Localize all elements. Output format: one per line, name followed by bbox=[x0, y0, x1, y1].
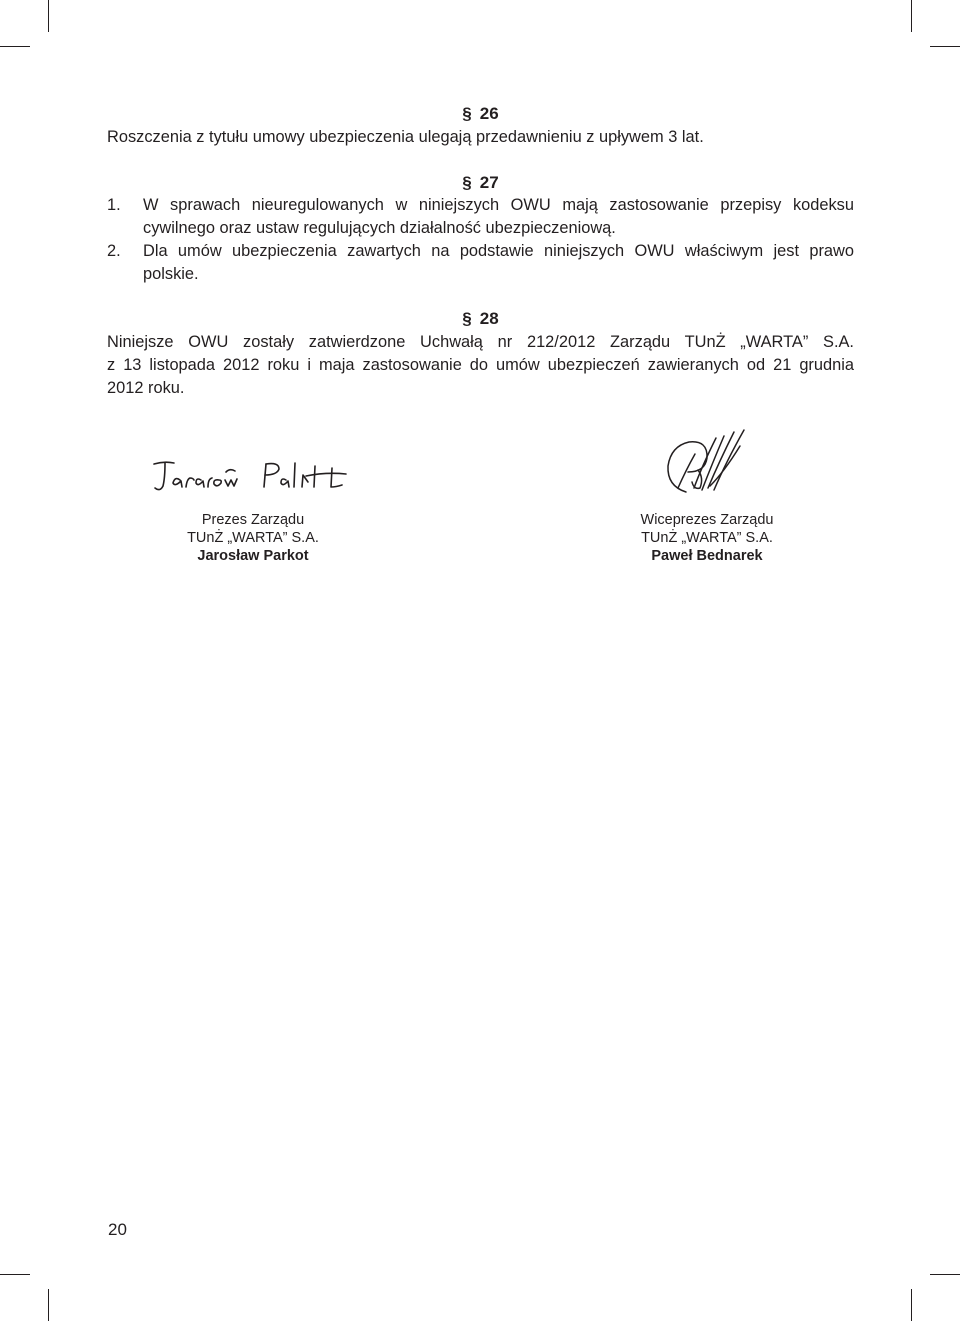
section-heading-28 bbox=[107, 309, 854, 329]
signatory-left bbox=[123, 511, 383, 565]
section-28-text: Niniejsze OWU zostały zatwierdzone Uchwałą nr 212/2012 Zarządu TUnŻ „WARTA” S.A. bbox=[107, 333, 854, 351]
signatory-name: Paweł Bednarek bbox=[651, 548, 763, 564]
list-item-text: W sprawach nieuregulowanych w niniejszych OWU mają zastosowanie przepisy kodeksu bbox=[143, 196, 854, 214]
signatory-right bbox=[577, 511, 837, 565]
crop-mark bbox=[48, 0, 49, 32]
list-item-number: 1. bbox=[107, 196, 121, 214]
section-number: 26 bbox=[479, 104, 499, 123]
signature-left bbox=[150, 454, 350, 500]
section-heading-27 bbox=[107, 173, 854, 193]
list-item-text: polskie. bbox=[143, 265, 199, 283]
page-number: 20 bbox=[108, 1220, 127, 1239]
section-symbol: § bbox=[462, 309, 472, 328]
section-28-text: z 13 listopada 2012 roku i maja zastosowanie do umów ubezpieczeń zawieranych od 21 grudnia bbox=[107, 356, 854, 374]
list-item-text: Dla umów ubezpieczenia zawartych na podstawie niniejszych OWU właściwym jest prawo bbox=[143, 242, 854, 260]
crop-mark bbox=[48, 1289, 49, 1321]
section-28-text: 2012 roku. bbox=[107, 379, 185, 397]
signatory-company: TUnŻ „WARTA” S.A. bbox=[641, 530, 773, 546]
signature-right bbox=[664, 428, 754, 498]
list-item-number: 2. bbox=[107, 242, 121, 260]
signatory-title: Prezes Zarządu bbox=[201, 512, 305, 528]
signatory-title: Wiceprezes Zarządu bbox=[640, 512, 774, 528]
section-number: 28 bbox=[479, 309, 499, 328]
section-heading-26 bbox=[107, 104, 854, 124]
crop-mark bbox=[911, 0, 912, 32]
crop-mark bbox=[930, 46, 960, 47]
section-26-text: Roszczenia z tytułu umowy ubezpieczenia ulegają przedawnieniu z upływem 3 lat. bbox=[107, 128, 704, 146]
section-number: 27 bbox=[479, 173, 499, 192]
crop-mark bbox=[911, 1289, 912, 1321]
crop-mark bbox=[930, 1274, 960, 1275]
signatory-name: Jarosław Parkot bbox=[197, 548, 309, 564]
section-symbol: § bbox=[462, 173, 472, 192]
section-symbol: § bbox=[462, 104, 472, 123]
crop-mark bbox=[0, 1274, 30, 1275]
signatory-company: TUnŻ „WARTA” S.A. bbox=[187, 530, 319, 546]
crop-mark bbox=[0, 46, 30, 47]
list-item-text: cywilnego oraz ustaw regulujących działalność ubezpieczeniową. bbox=[143, 219, 616, 237]
